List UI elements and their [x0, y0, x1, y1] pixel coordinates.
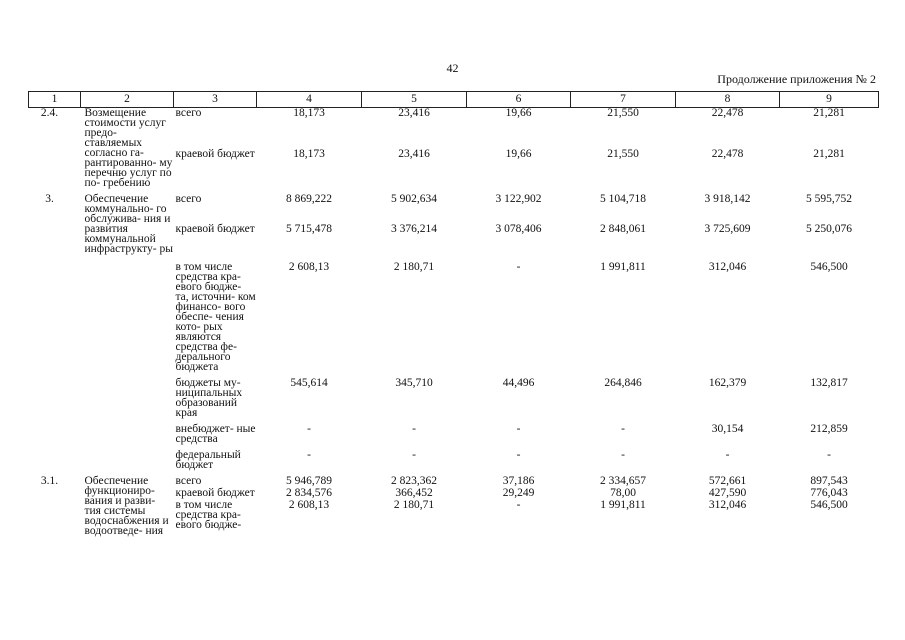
value-cell: 5 946,789 — [286, 475, 332, 487]
value-cell: 19,66 — [505, 147, 532, 160]
value-cell: 23,416 — [398, 147, 430, 160]
funding-source-label: в том числе средства кра- евого бюдже- — [175, 499, 242, 531]
funding-source-label: всего — [175, 475, 202, 487]
value-cell: 44,496 — [502, 377, 535, 389]
empty-cell — [29, 262, 81, 372]
column-header: 4 — [257, 92, 362, 108]
table-row — [29, 378, 879, 418]
column-header: 1 — [29, 92, 81, 108]
value-cell: 5 715,478 — [286, 223, 332, 235]
section-name: Обеспечение функциониро- вания и разви- тия системы водоснабжения и водоотведе- ния — [84, 475, 169, 537]
value-cell: 2 823,362 — [391, 475, 437, 487]
empty-cell — [29, 378, 81, 418]
value-cell: 5 104,718 — [600, 193, 646, 205]
section-name: Возмещение стоимости услуг предо- ставляемых согласно га- рантированно- му перечню услуг по по- гребению — [84, 107, 173, 189]
value-cell: 21,550 — [607, 107, 639, 119]
value-cell: 572,661 — [708, 475, 747, 487]
value-cell: 5 250,076 — [806, 223, 852, 235]
value-cell: 3 078,406 — [495, 223, 542, 235]
value-cell: 3 725,609 — [704, 223, 751, 235]
value-cell: 3 918,142 — [704, 193, 751, 205]
value-cell: 1 991,811 — [600, 499, 646, 511]
value-cell: 427,590 — [708, 487, 747, 499]
funding-source-label: всего — [175, 107, 202, 119]
value-cell: 21,550 — [607, 147, 639, 160]
value-cell: - — [516, 261, 521, 273]
value-cell: 2 608,13 — [288, 499, 330, 511]
table-row — [29, 194, 879, 224]
value-cell: - — [412, 423, 416, 435]
value-cell: 366,452 — [395, 487, 433, 499]
empty-cell — [81, 262, 174, 372]
value-cell: 132,817 — [810, 377, 848, 389]
value-cell: 1 991,811 — [600, 261, 646, 273]
column-header: 6 — [467, 92, 571, 108]
column-header-row — [29, 92, 879, 108]
value-cell: 545,614 — [290, 377, 328, 389]
value-cell: - — [412, 449, 416, 461]
value-cell: 546,500 — [810, 499, 848, 511]
value-cell: 30,154 — [711, 423, 744, 435]
section-number: 3. — [45, 193, 54, 205]
funding-source-label: краевой бюджет — [175, 147, 255, 160]
value-cell: - — [516, 499, 521, 511]
value-cell: 2 834,576 — [286, 487, 332, 499]
funding-source-label: в том числе средства кра- евого бюдже- та, источни- ком финансо- вого обеспе- чения кото- рых являются средства фе- дерального бюджета — [175, 261, 256, 373]
funding-source-label: бюджеты му- ниципальных образований края — [175, 377, 243, 419]
empty-cell — [29, 424, 81, 444]
value-cell: 5 595,752 — [806, 193, 852, 205]
value-cell: - — [827, 449, 831, 461]
value-cell: - — [307, 423, 311, 435]
value-cell: 2 608,13 — [288, 261, 330, 273]
empty-cell — [81, 450, 174, 470]
value-cell: 546,500 — [810, 261, 848, 273]
value-cell: 18,173 — [293, 107, 325, 119]
value-cell: - — [516, 423, 521, 435]
column-header: 9 — [780, 92, 879, 108]
funding-source-label: краевой бюджет — [175, 487, 255, 499]
value-cell: 78,00 — [610, 487, 636, 499]
column-header: 5 — [362, 92, 467, 108]
value-cell: 2 334,657 — [600, 475, 646, 487]
value-cell: 29,249 — [502, 487, 535, 499]
value-cell: 21,281 — [813, 107, 845, 119]
value-cell: 162,379 — [708, 377, 747, 389]
budget-table — [28, 91, 879, 540]
section-number: 2.4. — [40, 107, 59, 119]
value-cell: - — [516, 449, 521, 461]
page-number: 42 — [446, 61, 459, 75]
value-cell: 212,859 — [810, 423, 848, 435]
value-cell: 2 180,71 — [393, 261, 435, 273]
value-cell: - — [621, 423, 625, 435]
value-cell: 22,478 — [711, 147, 744, 160]
empty-cell — [29, 450, 81, 470]
value-cell: 2 180,71 — [393, 499, 435, 511]
column-header: 7 — [571, 92, 676, 108]
value-cell: 2 848,061 — [600, 223, 646, 235]
value-cell: 3 376,214 — [391, 223, 437, 235]
value-cell: 897,543 — [810, 475, 848, 487]
value-cell: 19,66 — [505, 107, 532, 119]
table-row — [29, 450, 879, 470]
funding-source-label: краевой бюджет — [175, 223, 255, 235]
table-row — [29, 424, 879, 444]
column-header: 8 — [676, 92, 780, 108]
value-cell: 18,173 — [293, 147, 325, 160]
value-cell: - — [307, 449, 311, 461]
funding-source-label: всего — [175, 193, 202, 205]
spacer-cell — [29, 254, 879, 262]
value-cell: 312,046 — [708, 499, 747, 511]
empty-cell — [81, 424, 174, 444]
value-cell: 312,046 — [708, 261, 747, 273]
row-spacer — [29, 254, 879, 262]
empty-cell — [81, 378, 174, 418]
value-cell: 22,478 — [711, 107, 744, 119]
value-cell: 37,186 — [502, 475, 535, 487]
funding-source-label: федеральный бюджет — [175, 449, 241, 471]
section-name: Обеспечение коммунально- го обслужива- ния и развития коммунальной инфраструкту- ры — [84, 193, 173, 255]
table-row — [29, 476, 879, 488]
table-row — [29, 262, 879, 372]
section-number: 3.1. — [40, 475, 59, 487]
value-cell: 3 122,902 — [495, 193, 542, 205]
value-cell: 8 869,222 — [286, 193, 332, 205]
value-cell: - — [621, 449, 625, 461]
value-cell: 21,281 — [813, 147, 845, 160]
column-header: 3 — [174, 92, 257, 108]
value-cell: 264,846 — [604, 377, 642, 389]
table-row — [29, 108, 879, 149]
value-cell: 23,416 — [398, 107, 430, 119]
continuation-label: Продолжение приложения № 2 — [717, 72, 876, 86]
value-cell: 776,043 — [810, 487, 848, 499]
value-cell: 5 902,634 — [391, 193, 437, 205]
value-cell: - — [725, 449, 730, 461]
funding-source-label: внебюджет- ные средства — [175, 423, 256, 445]
value-cell: 345,710 — [395, 377, 433, 389]
column-header: 2 — [81, 92, 174, 108]
